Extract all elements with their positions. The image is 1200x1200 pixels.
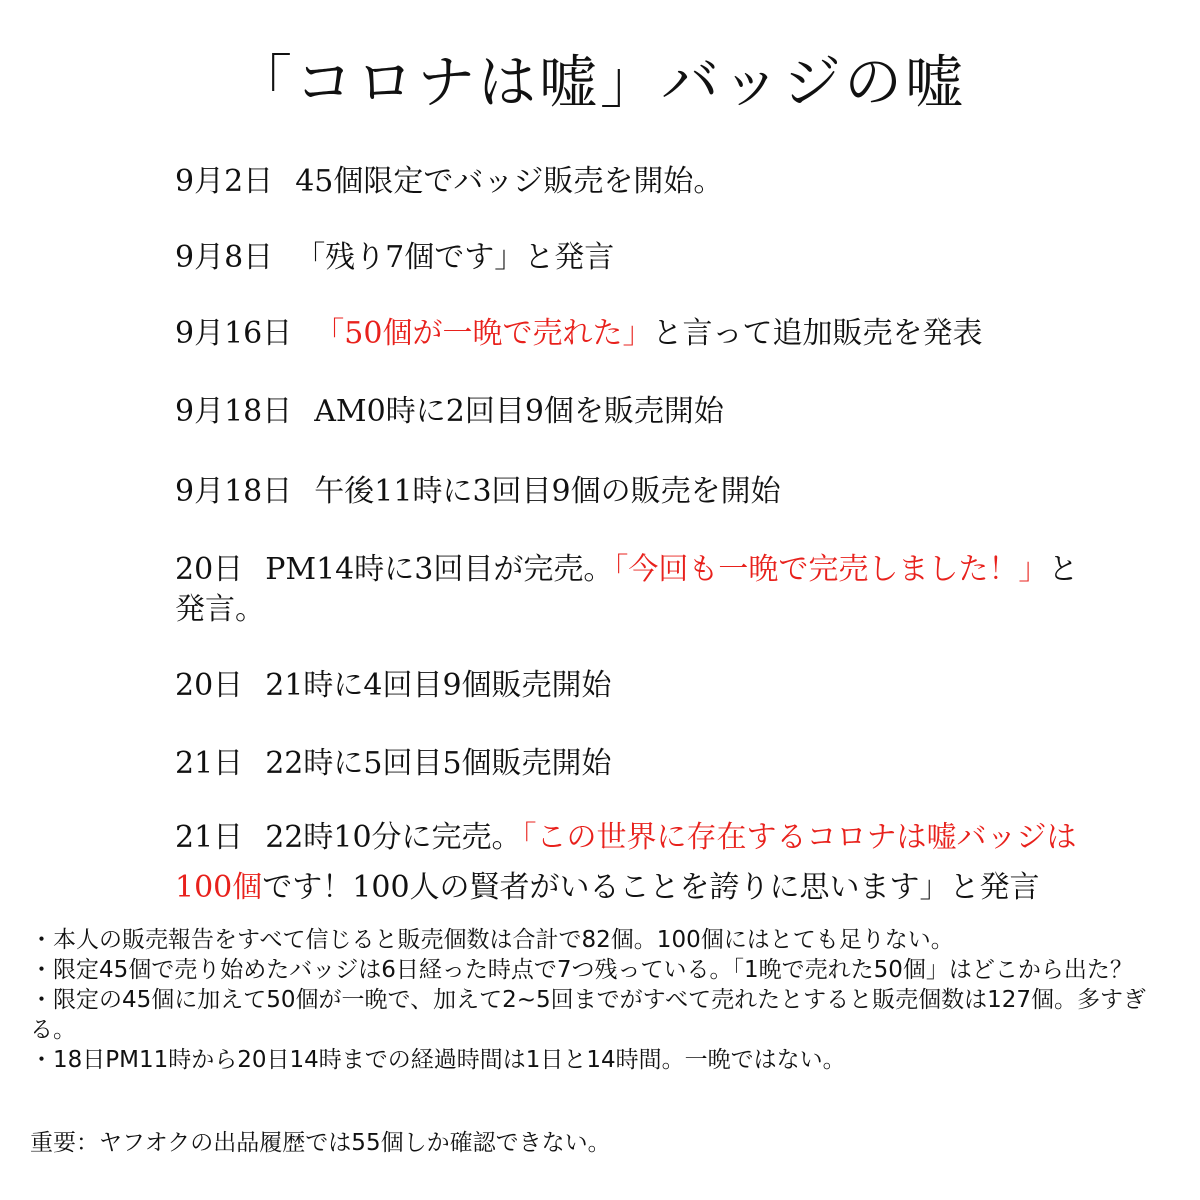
entry-text: と言って追加販売を発表 [652, 316, 983, 351]
entry-date: 9月16日 [175, 316, 293, 351]
timeline-entry [175, 744, 1135, 784]
entry-text: 午後11時に3回目9個の販売を開始 [314, 474, 781, 509]
timeline-entry [175, 314, 1135, 354]
entry-highlight-continuation: 100個 [175, 870, 263, 905]
timeline-entry [175, 550, 1135, 630]
entry-date: 9月2日 [175, 164, 274, 199]
entry-date: 9月18日 [175, 394, 293, 429]
entry-continuation: 発言。 [175, 592, 265, 627]
entry-date: 21日 [175, 820, 244, 855]
note-item: ・限定45個で売り始めたバッジは6日経った時点で7つ残っている。「1晩で売れた50個」はどこから出た？ [30, 957, 1133, 983]
timeline-entry [175, 238, 1135, 278]
note-item: ・本人の販売報告をすべて信じると販売個数は合計で82個。100個にはとても足りない。 [30, 927, 954, 953]
entry-text-after: と [1048, 552, 1079, 587]
entry-highlight: 「今回も一晩で完売しました！」 [613, 552, 1049, 587]
entry-highlight: 「50個が一晩で売れた」 [314, 316, 653, 351]
notes-list [30, 925, 1180, 1075]
entry-text-continuation: です！100人の賢者がいることを誇りに思います」と発言 [262, 870, 1040, 905]
timeline-entry-continuation [175, 868, 1135, 908]
timeline-entry [175, 392, 1135, 432]
timeline-entry [175, 472, 1135, 512]
entry-date: 20日 [175, 552, 244, 587]
entry-highlight: 「この世界に存在するコロナは嘘バッジは [521, 820, 1077, 855]
note-item: ・限定の45個に加えて50個が一晩で、加えて2~5回までがすべて売れたとすると販売個数は127個。多すぎる。 [30, 987, 1147, 1043]
entry-date: 21日 [175, 746, 244, 781]
timeline-entry [175, 818, 1135, 858]
entry-date: 9月8日 [175, 240, 274, 275]
entry-text: PM14時に3回目が完売。 [265, 552, 614, 587]
note-item: ・18日PM11時から20日14時までの経過時間は1日と14時間。一晩ではない。 [30, 1047, 846, 1073]
entry-text: 22時に5回目5個販売開始 [265, 746, 612, 781]
entry-date: 9月18日 [175, 474, 293, 509]
timeline-entry [175, 162, 1135, 202]
entry-date: 20日 [175, 668, 244, 703]
page-title: 「コロナは嘘」バッジの嘘 [233, 48, 966, 116]
entry-text: AM0時に2回目9個を販売開始 [314, 394, 724, 429]
important-note: 重要：ヤフオクの出品履歴では55個しか確認できない。 [30, 1130, 611, 1156]
entry-text: 22時10分に完売。 [265, 820, 522, 855]
entry-text: 45個限定でバッジ販売を開始。 [295, 164, 724, 199]
entry-text: 21時に4回目9個販売開始 [265, 668, 612, 703]
timeline-entry [175, 666, 1135, 706]
entry-text: 「残り7個です」と発言 [295, 240, 615, 275]
